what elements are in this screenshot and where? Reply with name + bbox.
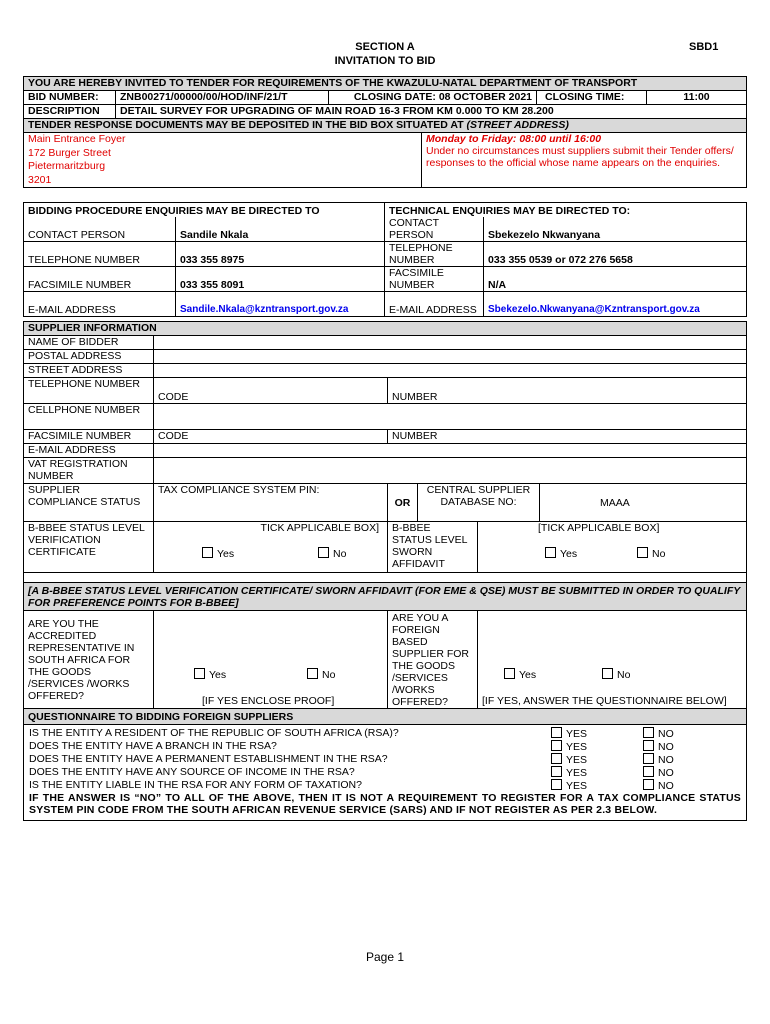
address-line: Main Entrance Foyer <box>28 133 126 145</box>
checkbox[interactable] <box>643 753 654 764</box>
yes-label: YES <box>566 741 588 753</box>
checkbox[interactable] <box>643 779 654 790</box>
telephone-code-field[interactable] <box>154 378 388 404</box>
csd-field[interactable]: MAAA <box>540 484 747 522</box>
telephone-number-field[interactable] <box>388 378 747 404</box>
yes-label: YES <box>566 754 588 766</box>
yes-label: YES <box>566 780 588 792</box>
affidavit-options <box>482 547 742 560</box>
code-label: CODE <box>158 430 189 442</box>
no-label: NO <box>658 780 674 792</box>
address-line: Pietermaritzburg <box>28 160 106 172</box>
no-option <box>643 753 741 766</box>
question-text: DOES THE ENTITY HAVE A PERMANENT ESTABLISHMENT IN THE RSA? <box>29 753 388 765</box>
bbbee-affidavit-label: B-BBEE STATUS LEVEL SWORN AFFIDAVIT <box>388 522 478 573</box>
checkbox[interactable] <box>643 727 654 738</box>
checkbox[interactable] <box>194 668 205 679</box>
facsimile-label: FACSIMILE NUMBER <box>24 267 176 292</box>
bid-details-table <box>23 76 747 188</box>
bidding-enquiries-heading: BIDDING PROCEDURE ENQUIRIES MAY BE DIRECTED TO <box>24 203 385 217</box>
certificate-options <box>158 547 383 560</box>
answer-questionnaire-note: [IF YES, ANSWER THE QUESTIONNAIRE BELOW] <box>482 695 727 707</box>
checkbox[interactable] <box>643 766 654 777</box>
supplier-facsimile-label: FACSIMILE NUMBER <box>24 430 154 444</box>
yes-label: YES <box>566 728 588 740</box>
supplier-email-label: E-MAIL ADDRESS <box>24 444 154 458</box>
address-line: 3201 <box>28 173 52 186</box>
document-subtitle: INVITATION TO BID <box>334 55 436 67</box>
yes-option <box>551 753 643 766</box>
tech-email-label: E-MAIL ADDRESS <box>385 292 484 317</box>
accredited-options <box>158 668 383 681</box>
tech-facsimile-label: FACSIMILE NUMBER <box>385 267 484 292</box>
questionnaire-list <box>29 727 741 792</box>
telephone-value: 033 355 8975 <box>176 242 385 267</box>
closing-time-value[interactable]: 11:00 <box>647 91 747 105</box>
yes-label: YES <box>566 767 588 779</box>
bidder-name-field[interactable] <box>154 336 747 350</box>
facsimile-code-field[interactable] <box>154 430 388 444</box>
checkbox[interactable] <box>307 668 318 679</box>
page-number: Page 1 <box>365 950 405 964</box>
questionnaire-row <box>29 740 741 753</box>
checkbox[interactable] <box>551 740 562 751</box>
cellphone-field[interactable] <box>154 404 747 430</box>
bbbee-affidavit-tick <box>478 522 747 573</box>
bbbee-certificate-label: B-BBEE STATUS LEVEL VERIFICATION CERTIFICATE <box>24 522 154 573</box>
address-line: 172 Burger Street <box>28 146 111 159</box>
questionnaire-row <box>29 766 741 779</box>
description-value: DETAIL SURVEY FOR UPGRADING OF MAIN ROAD 16-3 FROM KM 0.000 TO KM 28.200 <box>116 105 747 119</box>
accredited-answer <box>154 611 388 709</box>
questionnaire-row <box>29 753 741 766</box>
or-label: OR <box>388 484 418 522</box>
tech-contact-label: CONTACT PERSON <box>385 217 484 242</box>
deposit-heading <box>24 119 747 133</box>
tech-contact-value: Sbekezelo Nkwanyana <box>484 217 747 242</box>
vat-field[interactable] <box>154 458 747 484</box>
checkbox[interactable] <box>643 740 654 751</box>
question-text: DOES THE ENTITY HAVE A BRANCH IN THE RSA? <box>29 740 277 752</box>
no-option <box>643 766 741 779</box>
questionnaire-heading: QUESTIONNAIRE TO BIDDING FOREIGN SUPPLIERS <box>24 709 747 725</box>
supplier-info-table <box>23 321 747 821</box>
description-label: DESCRIPTION <box>24 105 116 119</box>
foreign-options <box>482 668 742 681</box>
no-label: No <box>332 548 347 560</box>
enclose-proof-note: [IF YES ENCLOSE PROOF] <box>202 695 335 707</box>
questionnaire-body <box>24 725 747 821</box>
yes-label: Yes <box>560 548 578 560</box>
bid-number-value[interactable]: ZNB00271/00000/00/HOD/INF/21/T <box>116 91 329 105</box>
bbbee-certificate-tick <box>154 522 388 573</box>
yes-option <box>551 727 643 740</box>
number-label: NUMBER <box>392 391 438 403</box>
tech-facsimile-value: N/A <box>484 267 747 292</box>
deposit-hours-cell <box>422 133 747 188</box>
questionnaire-row <box>29 727 741 740</box>
deposit-address <box>24 133 422 188</box>
email-link[interactable]: Sandile.Nkala@kzntransport.gov.za <box>176 292 385 317</box>
question-text: DOES THE ENTITY HAVE ANY SOURCE OF INCOME IN THE RSA? <box>29 766 355 778</box>
deposit-heading-text: TENDER RESPONSE DOCUMENTS MAY BE DEPOSITED IN THE BID BOX SITUATED AT <box>28 119 467 131</box>
supplier-info-heading: SUPPLIER INFORMATION <box>24 322 747 336</box>
question-text: IS THE ENTITY LIABLE IN THE RSA FOR ANY FORM OF TAXATION? <box>29 779 362 791</box>
no-label: No <box>651 548 666 560</box>
checkbox[interactable] <box>504 668 515 679</box>
checkbox[interactable] <box>545 547 556 558</box>
street-address-field[interactable] <box>154 364 747 378</box>
email-label: E-MAIL ADDRESS <box>24 292 176 317</box>
no-label: NO <box>658 754 674 766</box>
yes-option <box>551 740 643 753</box>
vat-label: VAT REGISTRATION NUMBER <box>24 458 154 484</box>
number-label: NUMBER <box>392 430 438 442</box>
enquiries-table <box>23 202 747 317</box>
closing-time-label: CLOSING TIME: <box>537 91 647 105</box>
checkbox[interactable] <box>551 753 562 764</box>
supplier-email-field[interactable] <box>154 444 747 458</box>
spacer-row <box>24 573 747 583</box>
invitation-banner: YOU ARE HEREBY INVITED TO TENDER FOR REQUIREMENTS OF THE KWAZULU-NATAL DEPARTMENT OF TRANSPORT <box>24 77 747 91</box>
deposit-heading-italic: (STREET ADDRESS) <box>466 119 569 131</box>
checkbox[interactable] <box>551 779 562 790</box>
questionnaire-footer: IF THE ANSWER IS “NO” TO ALL OF THE ABOVE, THEN IT IS NOT A REQUIREMENT TO REGISTER FOR A TAX COMPLIANCE STATUS SYSTEM PIN CODE FROM THE SOUTH AFRICAN REVENUE SERVICE (SARS) AND IF NOT REGISTER AS PER 2.3 BELOW. <box>29 792 742 816</box>
yes-label: Yes <box>209 669 227 681</box>
technical-enquiries-heading: TECHNICAL ENQUIRIES MAY BE DIRECTED TO: <box>385 203 747 217</box>
tick-instruction: [TICK APPLICABLE BOX] <box>538 522 660 534</box>
question-text: IS THE ENTITY A RESIDENT OF THE REPUBLIC OF SOUTH AFRICA (RSA)? <box>29 727 399 739</box>
street-address-label: STREET ADDRESS <box>24 364 154 378</box>
questionnaire-row <box>29 779 741 792</box>
accredited-question: ARE YOU THE ACCREDITED REPRESENTATIVE IN SOUTH AFRICA FOR THE GOODS /SERVICES /WORKS OFFERED? <box>24 611 154 709</box>
tech-telephone-value: 033 355 0539 or 072 276 5658 <box>484 242 747 267</box>
no-label: NO <box>658 728 674 740</box>
bidder-name-label: NAME OF BIDDER <box>24 336 154 350</box>
postal-address-label: POSTAL ADDRESS <box>24 350 154 364</box>
yes-option <box>551 766 643 779</box>
checkbox[interactable] <box>551 727 562 738</box>
compliance-status-label: SUPPLIER COMPLIANCE STATUS <box>24 484 154 522</box>
yes-label: Yes <box>519 669 537 681</box>
contact-person-label: CONTACT PERSON <box>24 217 176 242</box>
no-option <box>643 740 741 753</box>
yes-option <box>551 779 643 792</box>
no-option <box>643 727 741 740</box>
office-hours: Monday to Friday: 08:00 until 16:00 <box>426 133 602 145</box>
bid-number-label: BID NUMBER: <box>24 91 116 105</box>
submission-note: Under no circumstances must suppliers submit their Tender offers/ responses to the official whose name appears on the enquiries. <box>426 145 734 169</box>
tick-instruction: TICK APPLICABLE BOX] <box>260 522 379 534</box>
cellphone-label: CELLPHONE NUMBER <box>24 404 154 430</box>
postal-address-field[interactable] <box>154 350 747 364</box>
no-label: No <box>321 669 336 681</box>
checkbox[interactable] <box>202 547 213 558</box>
tax-pin-field[interactable]: TAX COMPLIANCE SYSTEM PIN: <box>154 484 388 522</box>
bbbee-notice: [A B-BBEE STATUS LEVEL VERIFICATION CERTIFICATE/ SWORN AFFIDAVIT (FOR EME & QSE) MUST BE SUBMITTED IN ORDER TO QUALIFY FOR PREFERENCE POINTS FOR B-BBEE] <box>24 583 747 611</box>
closing-date: CLOSING DATE: 08 OCTOBER 2021 <box>329 91 537 105</box>
tech-telephone-label: TELEPHONE NUMBER <box>385 242 484 267</box>
no-option <box>643 779 741 792</box>
yes-label: Yes <box>217 548 235 560</box>
tech-email-link[interactable]: Sbekezelo.Nkwanyana@Kzntransport.gov.za <box>484 292 747 317</box>
contact-person-value: Sandile Nkala <box>176 217 385 242</box>
no-label: NO <box>658 741 674 753</box>
facsimile-value: 033 355 8091 <box>176 267 385 292</box>
foreign-answer <box>478 611 747 709</box>
telephone-label: TELEPHONE NUMBER <box>24 242 176 267</box>
checkbox[interactable] <box>637 547 648 558</box>
checkbox[interactable] <box>602 668 613 679</box>
checkbox[interactable] <box>551 766 562 777</box>
csd-label: CENTRAL SUPPLIER DATABASE NO: <box>418 484 540 522</box>
foreign-question: ARE YOU A FOREIGN BASED SUPPLIER FOR THE GOODS /SERVICES /WORKS OFFERED? <box>388 611 478 709</box>
code-label: CODE <box>158 391 189 403</box>
no-label: No <box>616 669 631 681</box>
facsimile-number-field[interactable] <box>388 430 747 444</box>
no-label: NO <box>658 767 674 779</box>
supplier-telephone-label: TELEPHONE NUMBER <box>24 378 154 404</box>
section-title: SECTION A <box>355 41 415 53</box>
form-code: SBD1 <box>689 41 719 53</box>
checkbox[interactable] <box>318 547 329 558</box>
